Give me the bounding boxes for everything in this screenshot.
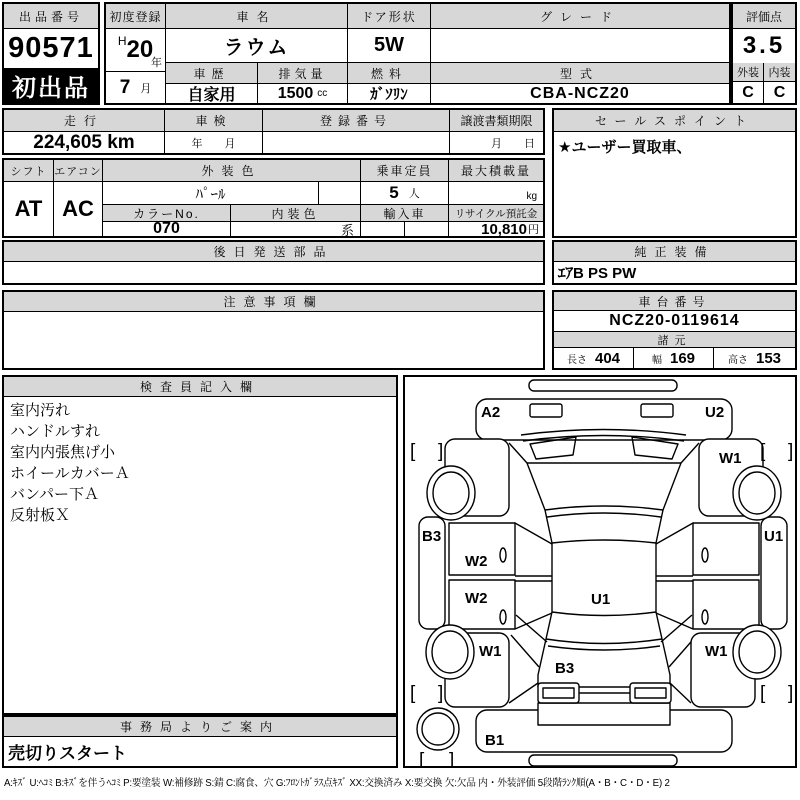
grade-value — [431, 29, 729, 63]
model-code-value: CBA-NCZ20 — [530, 84, 630, 102]
inspector-note: 室内内張焦げ小 — [10, 444, 116, 461]
bracket-icon: ] — [438, 683, 444, 704]
bracket-icon: ] — [788, 441, 794, 462]
recycle-cell — [449, 222, 543, 236]
height-value: 153 — [755, 349, 782, 367]
caution-label: 注意事項欄 — [4, 292, 543, 312]
inspector-notes-list — [4, 397, 396, 713]
damage-label-rear-right-fender: W1 — [705, 643, 728, 660]
registration-number-label: 登録番号 — [263, 110, 450, 132]
rear-edge-strip — [529, 755, 677, 766]
height-label: 高さ — [727, 354, 748, 366]
inspector-notes-label: 検査員記入欄 — [4, 377, 396, 397]
lot-number-value: 90571 — [8, 32, 94, 64]
first-registration-month: 7 — [119, 76, 131, 98]
specs-label: 諸元 — [554, 332, 795, 348]
height-cell — [714, 348, 795, 368]
caution-box — [2, 290, 545, 370]
bracket-icon: ] — [788, 683, 794, 704]
damage-label-left-rocker: B3 — [422, 528, 442, 545]
lot-number-label: 出品番号 — [4, 4, 98, 29]
door-shape-label: ドア形状 — [348, 4, 431, 29]
capacity-value: 5 — [389, 183, 399, 202]
damage-label-front-bumper-right: U2 — [705, 404, 725, 421]
damage-label-front-right-fender: W1 — [719, 450, 742, 467]
bracket-icon: ] — [449, 750, 455, 766]
exterior-color-value: ﾊﾟｰﾙ — [103, 182, 319, 205]
capacity-label: 乗車定員 — [361, 160, 449, 182]
office-notice-box — [2, 715, 398, 768]
inspector-note: ハンドルすれ — [10, 423, 101, 440]
sales-point-value: ★ユーザー買取車、 — [558, 139, 692, 156]
capacity-cell — [361, 182, 449, 205]
rear-gate-lower-shape — [538, 703, 670, 725]
first-listing-badge: 初出品 — [4, 68, 98, 103]
grade-label: グレード — [431, 4, 729, 29]
inspector-note: 室内汚れ — [10, 402, 71, 419]
car-name-label: 車名 — [166, 4, 348, 29]
displacement-value: 1500 — [277, 84, 314, 102]
interior-color-suffix: 系 — [231, 222, 361, 236]
damage-code-legend: A:ｷｽﾞ U:ﾍｺﾐ B:ｷｽﾞを伴うﾍｺﾐ P:要塗装 W:補修跡 S:錆 C:腐食、穴 G:ﾌﾛﾝﾄｶﾞﾗｽ点ｷｽﾞ XX:交換済み X:要交換 欠:欠品 内・外装評価 5段階ﾗﾝｸ順(A・B・C・D・E) 2 — [4, 778, 670, 789]
color-no-value: 070 — [103, 222, 231, 236]
payload-label: 最大積載量 — [449, 160, 543, 182]
car-top-view-diagram — [405, 377, 795, 766]
office-notice-label: 事務局よりご案内 — [4, 717, 396, 737]
color-no-label: カラーNo. — [103, 205, 231, 222]
aircon-value: AC — [54, 182, 103, 236]
front-bumper-shape — [476, 399, 732, 440]
inspector-notes-box — [2, 375, 398, 715]
score-label: 評価点 — [733, 4, 795, 29]
rear-right-wheel — [733, 625, 781, 679]
bracket-icon: [ — [760, 441, 766, 462]
damage-label-front-bumper-left: A2 — [481, 404, 501, 421]
rear-right-taillight — [630, 683, 671, 703]
office-notice-value: 売切りスタート — [8, 744, 127, 763]
transfer-deadline-label: 譲渡書類期限 — [450, 110, 543, 132]
spec-grid — [2, 158, 545, 238]
score-value: 3.5 — [742, 32, 786, 59]
chassis-value: NCZ20-0119614 — [554, 311, 795, 332]
import-cell-2 — [405, 222, 449, 236]
bracket-icon: ] — [438, 441, 444, 462]
mileage-label: 走行 — [4, 110, 165, 132]
rear-left-taillight — [538, 683, 579, 703]
spare-tire — [417, 708, 459, 750]
shaken-cell — [165, 132, 263, 153]
width-value: 169 — [669, 349, 696, 367]
damage-diagram-box — [403, 375, 797, 768]
bracket-icon: [ — [419, 750, 425, 766]
first-registration-year-cell — [106, 29, 166, 72]
vehicle-summary-table — [104, 2, 731, 105]
width-label: 幅 — [651, 354, 662, 366]
damage-label-rear-hatch: B3 — [555, 660, 575, 677]
transfer-deadline-cell — [450, 132, 543, 153]
payload-cell: kg — [449, 182, 543, 205]
first-registration-label: 初度登録 — [106, 4, 166, 29]
length-cell — [554, 348, 634, 368]
year-suffix: 年 — [151, 57, 162, 69]
transfer-month-label: 月 — [491, 138, 502, 150]
length-value: 404 — [594, 349, 621, 367]
equipment-box — [552, 240, 797, 285]
era-letter: H — [117, 34, 127, 48]
interior-color-label: 内装色 — [231, 205, 361, 222]
month-suffix: 月 — [140, 82, 152, 95]
capacity-unit: 人 — [408, 188, 420, 200]
recycle-unit: 円 — [528, 224, 539, 236]
damage-label-front-left-door: W2 — [465, 553, 488, 570]
import-cell-1 — [361, 222, 405, 236]
displacement-label: 排気量 — [258, 63, 348, 84]
exterior-label: 外装 — [733, 63, 764, 82]
exterior-color-extra-cell — [319, 182, 361, 205]
fuel-value: ｶﾞｿﾘﾝ — [348, 84, 431, 103]
displacement-unit: cc — [317, 88, 328, 99]
front-right-wheel — [733, 466, 781, 520]
first-registration-year: 20 — [126, 36, 154, 63]
chassis-label: 車台番号 — [554, 292, 795, 311]
transfer-day-label: 日 — [524, 138, 535, 150]
mileage-value: 224,605 km — [4, 132, 165, 153]
inspector-note: バンパー下Ａ — [10, 486, 99, 503]
sales-point-label: セールスポイント — [554, 110, 795, 132]
exterior-color-label: 外装色 — [103, 160, 361, 182]
damage-label-rear-bumper: B1 — [485, 732, 505, 749]
door-shape-value: 5W — [348, 29, 431, 63]
import-label: 輸入車 — [361, 205, 449, 222]
shaken-label: 車検 — [165, 110, 263, 132]
history-value: 自家用 — [166, 84, 258, 103]
history-label: 車歴 — [166, 63, 258, 84]
registration-number-value — [263, 132, 450, 153]
length-label: 長さ — [566, 354, 587, 366]
lot-number-box — [2, 2, 100, 105]
front-left-wheel — [427, 466, 475, 520]
first-registration-month-cell — [106, 72, 166, 103]
fuel-label: 燃料 — [348, 63, 431, 84]
score-box — [731, 2, 797, 105]
damage-label-roof: U1 — [591, 591, 611, 608]
equipment-label: 純正装備 — [554, 242, 795, 262]
rear-left-wheel — [426, 625, 474, 679]
damage-label-right-rocker: U1 — [764, 528, 784, 545]
interior-grade: C — [773, 83, 786, 101]
shaken-month-label: 月 — [224, 138, 236, 150]
exterior-grade: C — [733, 82, 764, 103]
aircon-label: エアコン — [54, 160, 103, 182]
width-cell — [634, 348, 714, 368]
equipment-value: ｴｱB PS PW — [558, 265, 637, 282]
interior-label: 内装 — [764, 63, 795, 82]
recycle-value: 10,810 — [481, 222, 527, 236]
bracket-icon: [ — [410, 683, 416, 704]
later-parts-label: 後日発送部品 — [4, 242, 543, 262]
chassis-box — [552, 290, 797, 370]
shift-label: シフト — [4, 160, 54, 182]
later-parts-value — [4, 262, 543, 283]
inspector-note: ホイールカバーＡ — [10, 465, 130, 482]
caution-value — [4, 312, 543, 368]
damage-label-rear-left-fender: W1 — [479, 643, 502, 660]
front-edge-strip — [529, 380, 677, 391]
bracket-icon: [ — [760, 683, 766, 704]
model-code-label: 型式 — [431, 63, 729, 84]
sales-point-panel — [552, 108, 797, 238]
car-name-value: ラウム — [166, 29, 348, 63]
displacement-cell — [258, 84, 348, 103]
recycle-label: リサイクル預託金 — [449, 205, 543, 222]
inspector-note: 反射板Ｘ — [10, 507, 71, 524]
shift-value: AT — [4, 182, 54, 236]
shaken-year-label: 年 — [191, 138, 203, 150]
later-parts-box — [2, 240, 545, 285]
mileage-row — [2, 108, 545, 155]
bracket-icon: [ — [410, 441, 416, 462]
damage-label-rear-left-door: W2 — [465, 590, 488, 607]
